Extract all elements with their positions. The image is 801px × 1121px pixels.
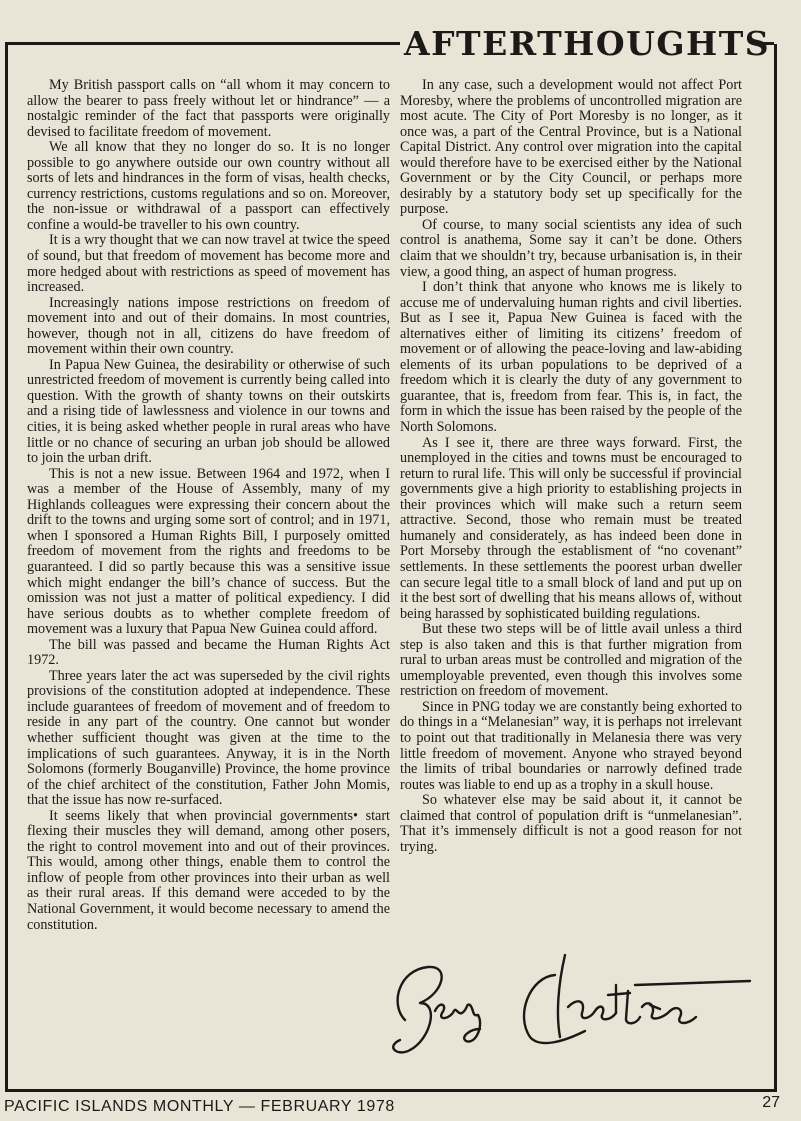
- paragraph: My British passport calls on “all whom it may concern to allow the bearer to pass freely without let or hindrance” — a nostalgic reminder of the fact that passports were originally devised to facilitate freedom of movement.: [27, 77, 390, 140]
- paragraph: In Papua New Guinea, the desirability or otherwise of such unrestricted freedom of movement is currently being called into question. With the growth of shanty towns on their outskirts and a rising tide of lawlessness and violence in our towns and cities, it is being asked whether people in rural areas who have little or no chance of securing an urban job should be allowed to join the urban drift.: [27, 356, 390, 467]
- page-title: AFTERTHOUGHTS: [404, 24, 771, 63]
- paragraph: Increasingly nations impose restrictions on freedom of movement into and out of their domains. In most countries, however, though not in all, citizens do have freedom of movement within their own country.: [27, 294, 390, 358]
- paragraph: So whatever else may be said about it, it cannot be claimed that control of population drift is “unmelanesian”. That it’s immensely difficult is not a good reason for not trying.: [400, 792, 742, 855]
- paragraph: As I see it, there are three ways forward. First, the unemployed in the cities and towns must be encouraged to return to rural life. This will only be successful if provincial governments give a high priority to establishing projects in their provinces which will make such a return seem attractive. Second, those who remain must be treated humanely and considerately, as has indeed been done in Port Morseby through the establisment of “no covenant” settlements. In these settlements the poorest urban dweller can secure legal title to a small block of land and put up on it the best sort of dwelling that his means allows of, without being harassed by sophisticated building regulations.: [400, 434, 742, 622]
- footer-publication: PACIFIC ISLANDS MONTHLY — FEBRUARY 1978: [4, 1098, 395, 1115]
- signature: [380, 945, 760, 1065]
- paragraph: It is a wry thought that we can now travel at twice the speed of sound, but that freedom of movement has become more and more hedged about with restrictions as speed of movement has increased.: [27, 232, 390, 296]
- paragraph: I don’t think that anyone who knows me is likely to accuse me of undervaluing human rights and civil liberties. But as I see it, Papua New Guinea is faced with the alternatives either of limiting its citizens’ freedom of movement or of allowing the peace-loving and law-abiding elements of its urban populations to be deprived of a freedom which it is clearly the duty of any government to guarantee, that is, freedom from fear. This is, in fact, the form in which the issue has been raised by the people of the North Solomons.: [400, 279, 742, 436]
- paragraph: Since in PNG today we are constantly being exhorted to do things in a “Melanesian” way, it is perhaps not irrelevant to point out that traditionally in Melanesia there was very little freedom of movement. Anyone who strayed beyond the limits of tribal boundaries or narrowly defined trade routes was liable to end up as a trophy in a skull house.: [400, 698, 742, 793]
- paragraph: Of course, to many social scientists any idea of such control is anathema, Some say it can’t be done. Others claim that we shouldn’t try, because urbanisation is, in their view, a good thing, an aspect of human progress.: [400, 216, 742, 280]
- paragraph: In any case, such a development would not affect Port Moresby, where the problems of uncontrolled migration are most acute. The City of Port Moresby is no longer, as it once was, a part of the Central Province, but is a National Capital District. Any control over migration into the capital would therefore have to be exercised either by the National Government or by the City Council, or perhaps more desirably by a statutory body set up specifically for the purpose.: [400, 77, 742, 218]
- paragraph: We all know that they no longer do so. It is no longer possible to go anywhere outside our own country without all sorts of lets and hindrances in the form of visas, health checks, currency restrictions, customs regulations and so on. Moreover, the non-issue or withdrawal of a passport can effectively confine a would-be traveller to his own country.: [27, 139, 390, 233]
- paragraph: The bill was passed and became the Human Rights Act 1972.: [27, 636, 390, 669]
- paragraph: This is not a new issue. Between 1964 and 1972, when I was a member of the House of Assembly, many of my Highlands colleagues were expressing their concern about the drift to the towns and urging some sort of control; and in 1971, when I sponsored a Human Rights Bill, I purposely omitted freedom of movement from the rights and freedoms to be guaranteed. I did so partly because this was a sensitive issue which might endanger the bill’s chance of success. But the omission was not just a matter of political expediency. I did have serious doubts as to whether complete freedom of movement was a luxury that Papua New Guinea could afford.: [27, 465, 390, 638]
- left-column: [27, 78, 390, 933]
- page-number: 27: [762, 1094, 780, 1111]
- paragraph: Three years later the act was superseded by the civil rights provisions of the constitution adopted at independence. These include guarantees of freedom of movement and of freedom to reside in any part of the country. One cannot but wonder whether sufficient thought was given at the time to the implications of such guarantees. Anyway, it is in the North Solomons (formerly Bouganville) Province, the home province of the chief architect of the constitution, Father John Momis, that the issue has now re-surfaced.: [27, 667, 390, 809]
- paragraph: It seems likely that when provincial governments• start flexing their muscles they will demand, among other posers, the right to control movement into and out of their provinces. This would, among other things, enable them to control the inflow of people from other provinces into their urban as well as their rural areas. If this demand were acceded to by the National Government, it would become necessary to amend the constitution.: [27, 807, 390, 933]
- paragraph: But these two steps will be of little avail unless a third step is also taken and this is that further migration from rural to urban areas must be controlled and migration of the umemployable prevented, even though this involves some restriction on freedom of movement.: [400, 621, 742, 700]
- right-column: [400, 78, 742, 855]
